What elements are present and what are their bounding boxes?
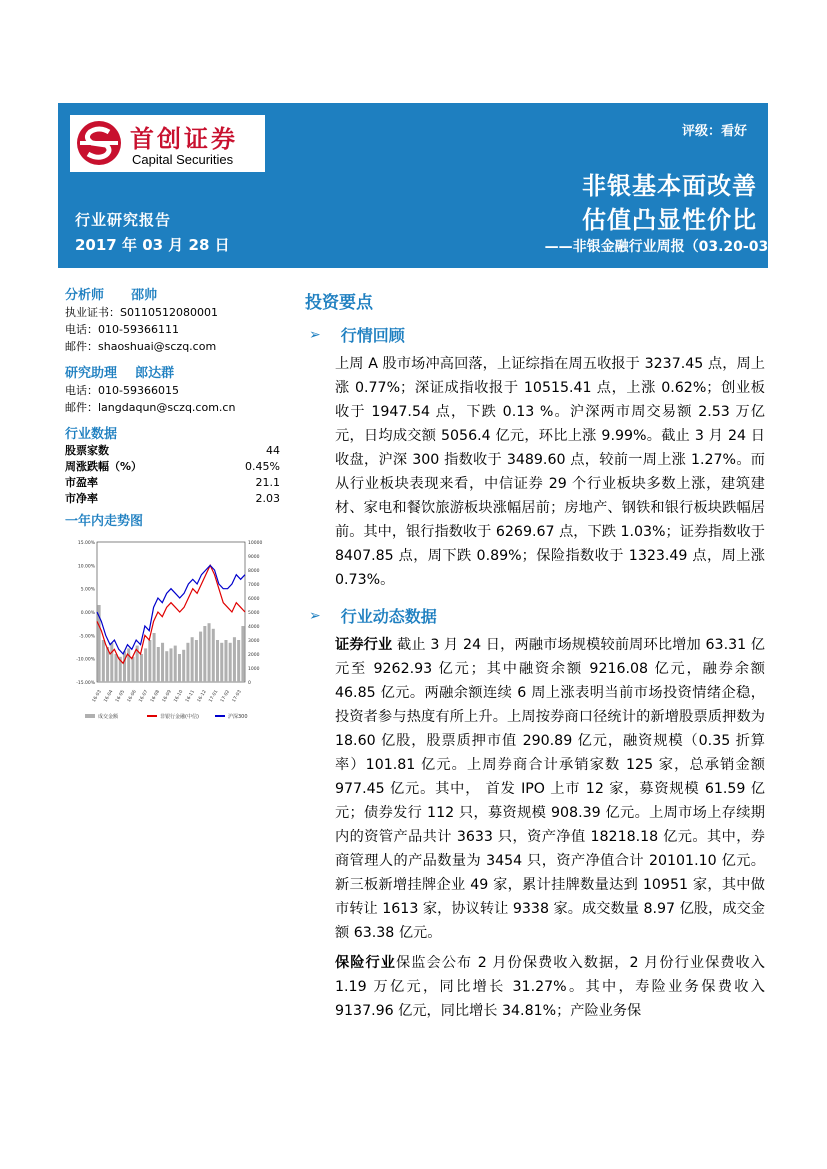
logo-s-icon bbox=[76, 120, 122, 166]
volume-bar bbox=[208, 623, 211, 682]
volume-bar bbox=[110, 643, 113, 682]
stat-value: 21.1 bbox=[255, 476, 280, 489]
x-tick-label: 16-07 bbox=[138, 689, 150, 704]
market-review-paragraph: 上周 A 股市场冲高回落，上证综指在周五收报于 3237.45 点，周上涨 0.77%；深证成指收报于 10515.41 点，上涨 0.62%；创业板收于 1947.54 点，下跌 0.13 %。沪深两市周交易额 2.53 万亿元，日均成交额 5056.4 亿元，环比上涨 9.99%。截止 3 月 24 日收盘，沪深 300 指数收于 3489.60 点，较前一周上涨 1.27%。而从行业板块表现来看，中信证券 29 个行业板块多数上涨，建筑建材、家电和餐饮旅游板块涨幅居前；房地产、钢铁和银行板块跌幅居前。其中，银行指数收于 6269.67 点，下跌 1.03%；证券指数收于 8407.85 点，周下跌 0.89%；保险指数收于 1323.49 点，周上涨 0.73%。 bbox=[335, 356, 765, 588]
y-right-tick-label: 5000 bbox=[248, 611, 260, 616]
volume-bar bbox=[191, 637, 194, 682]
stat-label: 周涨跌幅（%） bbox=[65, 460, 143, 473]
series-line-hs300 bbox=[97, 565, 245, 654]
legend-swatch-nonbank bbox=[147, 715, 157, 717]
volume-bar bbox=[161, 643, 164, 682]
analyst-name: 邵帅 bbox=[131, 288, 158, 303]
rating-label: 评级：看好 bbox=[681, 124, 747, 139]
stat-value: 0.45% bbox=[245, 460, 280, 473]
volume-bar bbox=[229, 643, 232, 682]
logo-chinese-text: 首创证券 bbox=[130, 124, 238, 153]
legend-label-volume: 成交金额 bbox=[98, 714, 119, 720]
x-tick-label: 17-01 bbox=[208, 689, 220, 704]
report-title-line1: 非银基本面改善 bbox=[582, 171, 757, 200]
y-left-tick-label: 5.00% bbox=[80, 587, 95, 593]
securities-paragraph bbox=[335, 633, 765, 945]
stat-row bbox=[65, 459, 280, 475]
volume-bar bbox=[178, 654, 181, 682]
stat-value: 2.03 bbox=[255, 492, 280, 505]
stat-label: 市盈率 bbox=[65, 476, 98, 489]
y-right-tick-label: 0 bbox=[248, 681, 251, 686]
arrow-right-icon: ➢ bbox=[309, 326, 321, 343]
securities-text: 截止 3 月 24 日，两融市场规模较前周环比增加 63.31 亿元至 9262.93 亿元；其中融资余额 9216.08 亿元，融券余额 46.85 亿元。两融余额连续 6 周上涨表明当前市场投资情绪企稳，投资者参与热度有所上升。上周按券商口径统计的新增股票质押数为 18.60 亿股，股票质押市值 290.89 亿元，融资规模（0.35 折算率）101.81 亿元。上周券商合计承销家数 125 家，总承销金额 977.45 亿元。其中， 首发 IPO 上市 12 家，募资规模 61.59 亿元；债券发行 112 只，募资规模 908.39 亿元。上周市场上存续期内的资管产品共计 3633 只，资产净值 18218.18 亿元。其中，券商管理人的产品数量为 3454 只，资产净值合计 20101.10 亿元。新三板新增挂牌企业 49 家，累计挂牌数量达到 10951 家，其中做市转让 1613 家，协议转让 9338 家。成交数量 8.97 亿股，成交金额 63.38 亿元。 bbox=[335, 637, 765, 941]
volume-bar bbox=[148, 640, 151, 682]
volume-bar bbox=[174, 646, 177, 682]
y-right-tick-label: 3000 bbox=[248, 639, 260, 644]
volume-bar bbox=[220, 643, 223, 682]
legend-swatch-hs300 bbox=[215, 715, 225, 717]
section-market-review bbox=[309, 323, 765, 346]
y-left-tick-label: -5.00% bbox=[79, 634, 95, 640]
x-tick-label: 16-10 bbox=[173, 689, 185, 704]
volume-bar bbox=[195, 640, 198, 682]
legend-label-hs300: 沪深300 bbox=[228, 714, 248, 720]
y-left-tick-label: 0.00% bbox=[80, 611, 95, 616]
industry-data-heading: 行业数据 bbox=[65, 427, 118, 442]
report-date: 2017 年 03 月 28 日 bbox=[75, 236, 230, 254]
stat-label: 市净率 bbox=[65, 492, 98, 505]
volume-bar bbox=[203, 626, 206, 682]
stat-row bbox=[65, 443, 280, 459]
volume-bar bbox=[153, 633, 156, 682]
volume-bar bbox=[224, 640, 227, 682]
x-tick-label: 16-06 bbox=[126, 689, 138, 704]
y-right-tick-label: 9000 bbox=[248, 555, 260, 560]
y-left-tick-label: -15.00% bbox=[76, 681, 95, 686]
y-left-tick-label: -10.00% bbox=[76, 657, 95, 663]
volume-bar bbox=[115, 654, 118, 682]
volume-bar bbox=[182, 650, 185, 682]
volume-bar bbox=[144, 648, 147, 682]
assistant-heading bbox=[65, 365, 280, 382]
analyst-cert: 执业证书：S0110512080001 bbox=[65, 306, 218, 319]
y-right-tick-label: 2000 bbox=[248, 653, 260, 658]
assistant-name: 郎达群 bbox=[135, 366, 175, 381]
volume-bar bbox=[157, 647, 160, 682]
y-right-tick-label: 8000 bbox=[248, 569, 260, 574]
volume-bar bbox=[233, 637, 236, 682]
stat-row bbox=[65, 475, 280, 491]
legend-swatch-volume bbox=[85, 714, 95, 718]
y-right-tick-label: 4000 bbox=[248, 625, 260, 630]
legend-label-nonbank: 非银行金融(中信) bbox=[160, 714, 199, 720]
volume-bar bbox=[186, 643, 189, 682]
volume-bar bbox=[102, 640, 105, 682]
x-tick-label: 17-03 bbox=[231, 689, 243, 704]
x-tick-label: 16-03 bbox=[91, 689, 103, 704]
volume-bar bbox=[237, 640, 240, 682]
chart-title: 一年内走势图 bbox=[65, 514, 144, 529]
investment-highlights-heading: 投资要点 bbox=[305, 293, 373, 313]
report-subtitle: ——非银金融行业周报（03.20-03.26） bbox=[544, 239, 807, 255]
volume-bar bbox=[199, 632, 202, 682]
x-tick-label: 17-02 bbox=[220, 689, 232, 704]
y-right-tick-label: 1000 bbox=[248, 667, 260, 672]
y-left-tick-label: 15.00% bbox=[77, 541, 95, 546]
volume-bar bbox=[216, 640, 219, 682]
section-market-review-title: 行情回顾 bbox=[340, 326, 405, 345]
assistant-email[interactable]: 邮件：langdaqun@sczq.com.cn bbox=[65, 401, 236, 414]
report-type: 行业研究报告 bbox=[75, 211, 172, 229]
assistant-label: 研究助理 bbox=[65, 366, 118, 381]
stat-row bbox=[65, 491, 280, 507]
volume-bar bbox=[165, 651, 168, 682]
main-content bbox=[305, 288, 765, 1023]
volume-bar bbox=[131, 657, 134, 682]
x-tick-label: 16-09 bbox=[161, 689, 173, 704]
logo-english-text: Capital Securities bbox=[132, 152, 234, 167]
analyst-email[interactable]: 邮件：shaoshuai@sczq.com bbox=[65, 340, 217, 353]
volume-bar bbox=[123, 651, 126, 682]
analyst-phone: 电话：010-59366111 bbox=[65, 323, 179, 336]
trend-chart bbox=[65, 534, 280, 724]
x-tick-label: 16-11 bbox=[185, 689, 197, 704]
y-right-tick-label: 10000 bbox=[248, 541, 263, 546]
volume-bar bbox=[169, 648, 172, 682]
section-industry-data bbox=[309, 604, 765, 627]
x-tick-label: 16-04 bbox=[103, 689, 115, 704]
industry-stats bbox=[65, 443, 280, 507]
insurance-lead: 保险行业 bbox=[335, 955, 396, 971]
x-tick-label: 16-05 bbox=[115, 689, 127, 704]
analyst-label: 分析师 bbox=[65, 288, 105, 303]
y-left-tick-label: 10.00% bbox=[77, 564, 95, 570]
x-tick-label: 16-12 bbox=[196, 689, 208, 704]
stat-value: 44 bbox=[266, 444, 280, 457]
securities-lead: 证券行业 bbox=[335, 637, 393, 653]
report-title-line2: 估值凸显性价比 bbox=[582, 205, 757, 234]
insurance-text: 保监会公布 2 月份保费收入数据，2 月份行业保费收入 1.19 万亿元，同比增长 31.27%。其中，寿险业务保费收入 9137.96 亿元，同比增长 34.81%；产险业务保 bbox=[335, 955, 765, 1019]
volume-bar bbox=[241, 626, 244, 682]
sidebar bbox=[65, 287, 280, 724]
y-right-tick-label: 7000 bbox=[248, 583, 260, 588]
volume-bar bbox=[140, 654, 143, 682]
company-logo bbox=[70, 115, 265, 172]
y-right-tick-label: 6000 bbox=[248, 597, 260, 602]
assistant-phone: 电话：010-59366015 bbox=[65, 384, 179, 397]
analyst-heading bbox=[65, 287, 280, 304]
stat-label: 股票家数 bbox=[65, 444, 109, 457]
x-tick-label: 16-08 bbox=[150, 689, 162, 704]
insurance-paragraph bbox=[335, 951, 765, 1023]
arrow-right-icon: ➢ bbox=[309, 607, 321, 624]
volume-bar bbox=[212, 629, 215, 682]
section-industry-data-title: 行业动态数据 bbox=[340, 607, 437, 626]
